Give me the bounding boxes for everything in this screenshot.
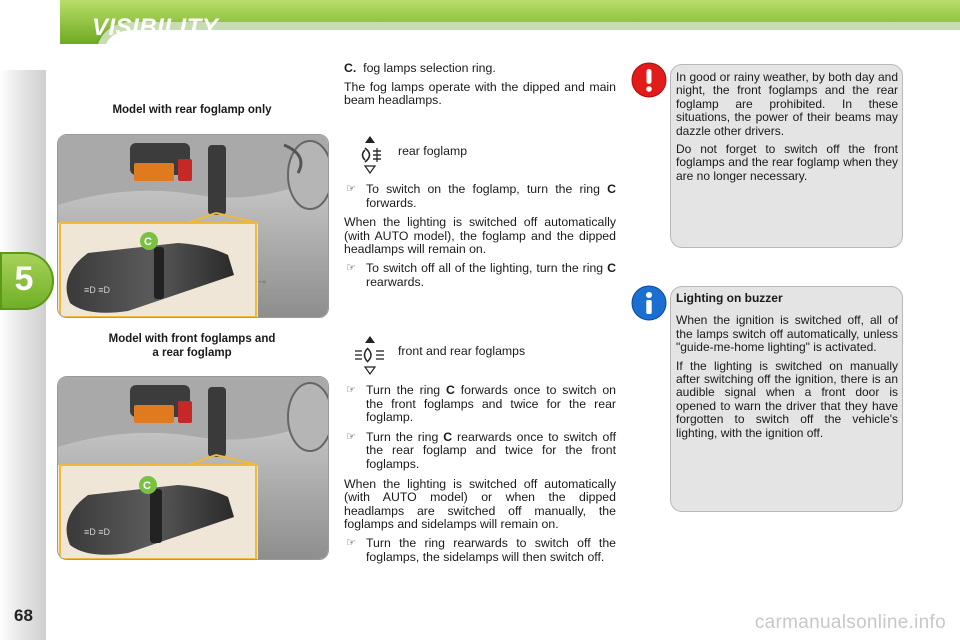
photo-rear-foglamp-stalk — [57, 134, 329, 318]
pointing-hand-icon: ☞ — [346, 261, 356, 274]
front-and-rear-foglamps-icon — [354, 334, 386, 376]
svg-text:C: C — [143, 480, 151, 492]
warning-text: In good or rainy weather, by both day and night, the front foglamps and the rear foglamp are prohibited. In these situations, the power of their beams may dazzle other drivers. Do not forget to switch off the front foglamps and the rear foglamp when they are no longer necessary. — [676, 70, 898, 183]
warning-exclamation-icon — [631, 62, 667, 98]
front-rear-foglamps-label: front and rear foglamps — [398, 344, 526, 358]
photo-front-rear-foglamp-stalk — [57, 376, 329, 560]
front-rear-foglamps-row — [354, 334, 525, 376]
rear-foglamp-instructions: ☞ To switch on the foglamp, turn the ring C forwards. When the lighting is switched off automatically (with AUTO model), the foglamp and the dipped headlamps will remain on. ☞ To switch off all of the lighting, turn the ring C rearwards. — [344, 182, 616, 289]
svg-text:≡D ≡D: ≡D ≡D — [84, 527, 111, 537]
page-header — [0, 0, 960, 48]
chapter-number: 5 — [14, 260, 34, 298]
svg-text:C: C — [144, 236, 152, 248]
list-item: ☞ To switch off all of the lighting, turn the ring C rearwards. — [346, 260, 616, 289]
front-rear-foglamp-instructions: ☞ Turn the ring C forwards once to switch on the front foglamps and twice for the rear foglamp. ☞ Turn the ring C rearwards once to switch off the rear foglamp and twice for the front foglamps. When the lighting is switched off automatically (with AUTO model) or when the dipped headlamps are switched off manually, the foglamps and sidelamps will remain on. ☞ Turn the ring rearwards to switch off the foglamps, the sidelamps will then switch off. — [344, 383, 616, 564]
caption-rear-foglamp-only: Model with rear foglamp only — [112, 104, 272, 116]
side-strip — [0, 70, 46, 640]
rear-foglamp-icon — [356, 134, 384, 174]
pointing-hand-icon: ☞ — [346, 536, 356, 549]
page-number: 68 — [14, 606, 33, 625]
caption-front-and-rear-foglamps: Model with front foglamps and a rear foglamp — [108, 333, 276, 359]
info-heading: Lighting on buzzer — [676, 291, 783, 305]
list-item: ☞ Turn the ring C rearwards once to switch off the rear foglamp and twice for the front foglamps. — [346, 429, 616, 471]
page-title: VISIBILITY — [92, 14, 219, 41]
list-item: ☞ To switch on the foglamp, turn the ring C forwards. — [346, 182, 616, 210]
info-text: Lighting on buzzer When the ignition is switched off, all of the lamps switch off automatically, unless "guide-me-home lighting" is activated. If the lighting is switched on manually after switching off the ignition, there is an audible signal when a front door is opened to warn the driver that they have forgotten to switch off the vehicle's lighting, with the ignition off. — [676, 291, 898, 440]
svg-text:⊸: ⊸ — [258, 277, 267, 288]
list-item: ☞ Turn the ring C forwards once to switch on the front foglamps and twice for the rear foglamp. — [346, 383, 616, 425]
intro-text: C. fog lamps selection ring. The fog lamps operate with the dipped and main beam headlamps. — [344, 61, 616, 108]
pointing-hand-icon: ☞ — [346, 430, 356, 443]
pointing-hand-icon: ☞ — [346, 384, 356, 396]
info-icon — [631, 285, 667, 321]
pointing-hand-icon: ☞ — [346, 183, 356, 195]
rear-foglamp-label: rear foglamp — [398, 144, 468, 158]
list-item: ☞ Turn the ring rearwards to switch off the foglamps, the sidelamps will then switch off. — [346, 535, 616, 564]
svg-text:≡D ≡D: ≡D ≡D — [84, 285, 111, 295]
watermark: carmanualsonline.info — [754, 612, 946, 633]
rear-foglamp-row — [356, 134, 467, 174]
